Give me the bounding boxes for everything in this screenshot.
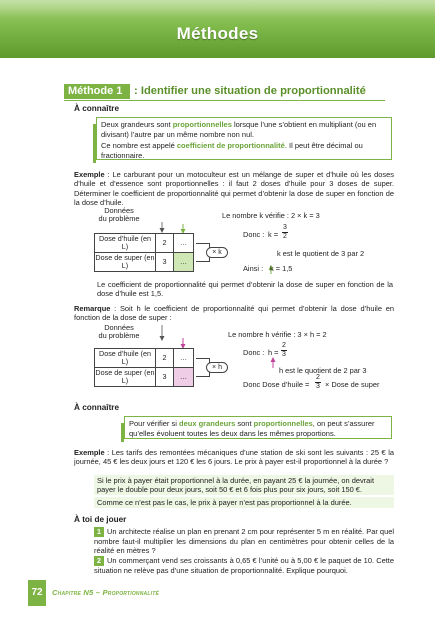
ex1-row2-v2: …	[174, 253, 194, 272]
ex1-multiplier: × k	[206, 247, 228, 258]
ex1-fraction	[282, 224, 288, 240]
rem-h-verifie: Le nombre h vérifie : 3 × h = 2	[228, 330, 327, 339]
ex1-k-verifie: Le nombre k vérifie : 2 × k = 3	[222, 211, 320, 220]
rem-h-arrow-head	[271, 357, 276, 362]
ex1-proportion-table	[94, 233, 194, 272]
def-term-proportionnelles: proportionnelles	[172, 120, 232, 129]
rule-term-proportionnelles: proportionnelles	[253, 419, 313, 428]
list-item	[94, 527, 394, 556]
example-1-label: Exemple	[74, 170, 105, 179]
remark-label: Remarque	[74, 304, 111, 313]
rem-row1-v1: 2	[156, 349, 174, 368]
rem-donc2-a: Donc Dose d’huile =	[243, 380, 310, 389]
method-tag: Méthode 1	[64, 84, 130, 99]
table-row	[95, 349, 194, 368]
example-2-note-1: Si le prix à payer était proportionnel à la durée, en payant 25 € la journée, on devrait payer le double pour deux jours, soit 50 € et 6 fois plus pour six jours, soit 150 €.	[94, 475, 394, 495]
def-term-coefficient: coefficient de proportionnalité	[176, 140, 285, 150]
ex1-row1-v2: …	[174, 234, 194, 253]
def-text-1c: lorsque l’une s’obtient en multipliant (ou en divisant) l’autre par un même nombre non nul.	[101, 120, 377, 140]
rem-row1-label: Dose d’huile (en L)	[95, 349, 156, 368]
rule-text-e: , on peut s’assurer qu’elles évoluent toutes les deux dans les mêmes proportions.	[129, 419, 375, 439]
section-heading-know-1: À connaître	[74, 104, 120, 113]
rem-row2-v2: …	[174, 368, 194, 387]
rem-fraction	[281, 342, 287, 358]
rem-frac-num: 2	[282, 342, 286, 349]
ex1-donnees: Données	[104, 206, 134, 215]
rem-pointer-head	[160, 336, 165, 341]
rem-fraction-2	[315, 374, 321, 390]
def-text-2a: Ce nombre est appelé	[101, 140, 177, 150]
rule-term-deux-grandeurs: deux grandeurs	[179, 419, 236, 428]
table-row	[95, 234, 194, 253]
example-2-note-2: Comme ce n’est pas le cas, le prix à payer n’est pas proportionnel à la durée.	[94, 497, 394, 508]
exercise-1-text: Un architecte réalise un plan en prenant 2 cm pour représenter 5 m en réalité. Par quel nombre faut-il multiplier les dimensions du plan en centimètres pour obtenir celles de la réalité en mètres ?	[94, 527, 394, 556]
rem-donc2-b: × Dose de super	[325, 380, 380, 389]
method-title: : Identifier une situation de proportionnalité	[134, 85, 366, 97]
ex1-du-probleme: du problème	[98, 214, 140, 223]
rem-multiplier: × h	[206, 362, 228, 373]
def-text-2c: . Il peut être décimal ou fractionnaire.	[101, 140, 363, 161]
rem-donnees: Données	[104, 323, 134, 332]
rem-quotient-note: h est le quotient de 2 par 3	[279, 366, 367, 375]
rem-donc: Donc :	[243, 348, 265, 357]
example-1-body: : Le carburant pour un motoculteur est un mélange de super et d’huile où les doses d’huile et d’essence sont proportionnelles : il faut 2 doses d’huile pour 3 doses de super. Déterminer le coefficient de proportionnalité qui permet d’obtenir la dose de super en fonction de la dose d’huile.	[74, 170, 394, 208]
ex1-frac-den: 2	[283, 232, 287, 240]
rule-text-a: Pour vérifier si	[129, 419, 180, 428]
section-heading-know-2: À connaître	[74, 403, 120, 412]
def-text-1a: Deux grandeurs sont	[101, 120, 173, 129]
exercise-2-text: Un commerçant vend ses croissants à 0,65 € l’unité ou à 5,00 € le paquet de 10. Cette situation ne relève pas d’une situation de proportionnalité. Explique pourquoi.	[94, 556, 394, 575]
exercise-2-number: 2	[94, 556, 104, 566]
example-2-text	[74, 448, 394, 467]
rem-row2-v1: 3	[156, 368, 174, 387]
rem-frac2-num: 2	[316, 374, 320, 381]
ex1-conclusion: Le coefficient de proportionnalité qui permet d’obtenir la dose de super en fonction de la dose d’huile est 1,5.	[97, 280, 393, 299]
ex1-k-eq: k =	[268, 230, 279, 239]
ex1-row2-v1: 3	[156, 253, 174, 272]
rem-frac-den: 3	[282, 350, 286, 358]
example-2-body: : Les tarifs des remontées mécaniques d’une station de ski sont les suivants : 25 € la journée, 45 € les deux jours et 120 € les 6 jours. Le prix à payer est-il proportionnel à la durée ?	[74, 448, 394, 467]
rem-row2-label: Dose de super (en L)	[95, 367, 155, 385]
ex1-quotient-note: k est le quotient de 3 par 2	[277, 249, 365, 258]
page-number: 72	[28, 580, 46, 606]
table-row	[95, 368, 194, 387]
rule-box	[124, 416, 392, 439]
rem-proportion-table	[94, 348, 194, 387]
ex1-k-value: k = 1,5	[270, 264, 293, 273]
rem-row1-v2: …	[174, 349, 194, 368]
rem-du-probleme: du problème	[98, 331, 140, 340]
practice-heading: À toi de jouer	[74, 515, 127, 524]
page-title: Méthodes	[176, 24, 259, 43]
chapter-label: Chapitre N5 – Proportionnalité	[52, 588, 159, 597]
rem-frac2-den: 3	[316, 382, 320, 390]
ex1-donc: Donc :	[243, 230, 265, 239]
ex1-row1-label: Dose d’huile (en L)	[95, 234, 156, 253]
ex1-frac-num: 3	[283, 224, 287, 231]
ex1-row2-label: Dose de super (en L)	[95, 252, 155, 270]
rule-text-c: sont	[235, 419, 254, 428]
example-2-label: Exemple	[74, 448, 105, 457]
page-footer	[0, 580, 435, 606]
remark-body: : Soit h le coefficient de proportionnalité qui permet d’obtenir la dose d’huile en fonction de la dose de super :	[74, 304, 394, 323]
list-item	[94, 556, 394, 575]
rem-h-eq: h =	[268, 348, 279, 357]
remark-text	[74, 304, 394, 323]
table-row	[95, 253, 194, 272]
ex1-row1-v1: 2	[156, 234, 174, 253]
ex1-ainsi: Ainsi :	[243, 264, 264, 273]
exercise-1-number: 1	[94, 527, 104, 537]
